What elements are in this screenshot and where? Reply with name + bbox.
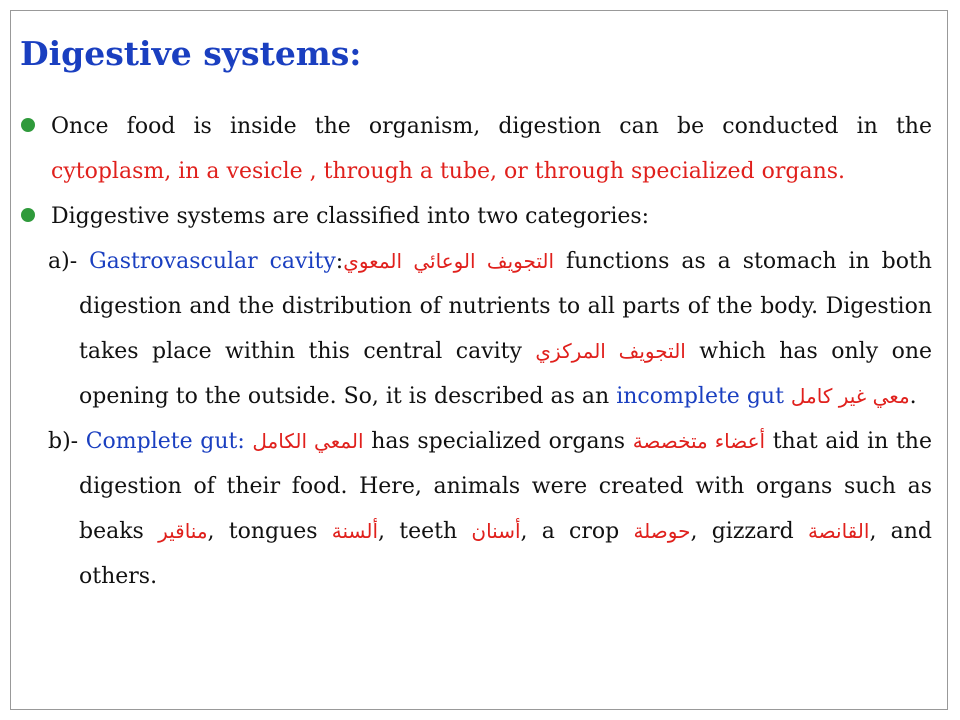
slide-title: Digestive systems: — [20, 34, 362, 73]
item-a-arabic-term: التجويف الوعائي المعوي — [343, 249, 555, 273]
bullet1-highlight: cytoplasm, in a vesicle , through a tube, or through specialized organs. — [51, 159, 846, 184]
item-b-arabic-teeth: أسنان — [471, 519, 521, 543]
item-b-arabic-tongues: ألسنة — [331, 519, 379, 543]
item-b-arabic-beaks: مناقير — [158, 519, 208, 543]
item-b-prefix: b)- — [48, 429, 86, 454]
item-b-text1: has specialized organs — [363, 429, 633, 454]
item-b-text2: that aid in the digestion of their food. Here, animals were created with organs such as beaks — [79, 429, 932, 544]
item-a-colon: : — [335, 249, 344, 274]
bullet-food-digestion — [20, 104, 932, 194]
item-b-arabic-complete: المعي الكامل — [252, 429, 364, 453]
item-complete-gut — [20, 419, 932, 599]
bullet-dot-icon — [21, 208, 35, 222]
item-a-text1: functions as a stomach in both digestion and the distribution of nutrients to all parts of the body. Digestion takes place within this central cavity — [79, 249, 932, 364]
slide-body — [20, 104, 932, 599]
item-b-term: Complete gut: — [85, 429, 245, 454]
bullet-categories — [20, 194, 932, 239]
item-a-term: Gastrovascular cavity — [89, 249, 336, 274]
item-a-arabic-central: التجويف المركزي — [535, 339, 686, 363]
item-b-text4: , teeth — [378, 519, 472, 544]
bullet2-text: Diggestive systems are classified into two categories: — [51, 204, 650, 229]
item-b-text5: , a crop — [520, 519, 634, 544]
item-b-text3: , tongues — [207, 519, 332, 544]
item-a-text2: which has only one opening to the outside. So, it is described as an — [79, 339, 933, 409]
item-b-text6: , gizzard — [690, 519, 808, 544]
item-a-prefix: a)- — [48, 249, 90, 274]
item-a-term2: incomplete gut — [616, 384, 784, 409]
item-b-arabic-gizzard: القانصة — [807, 519, 870, 543]
bullet1-intro: Once food is inside the organism, digestion can be conducted in the — [51, 114, 932, 139]
item-a-end: . — [909, 384, 917, 409]
item-b-arabic-crop: حوصلة — [633, 519, 691, 543]
item-b-text7: , and others. — [79, 519, 933, 589]
item-b-arabic-organs: أعضاء متخصصة — [632, 429, 766, 453]
item-gastrovascular-cavity — [20, 239, 932, 419]
item-a-arabic-incomplete: معي غير كامل — [790, 384, 910, 408]
bullet-dot-icon — [21, 118, 35, 132]
